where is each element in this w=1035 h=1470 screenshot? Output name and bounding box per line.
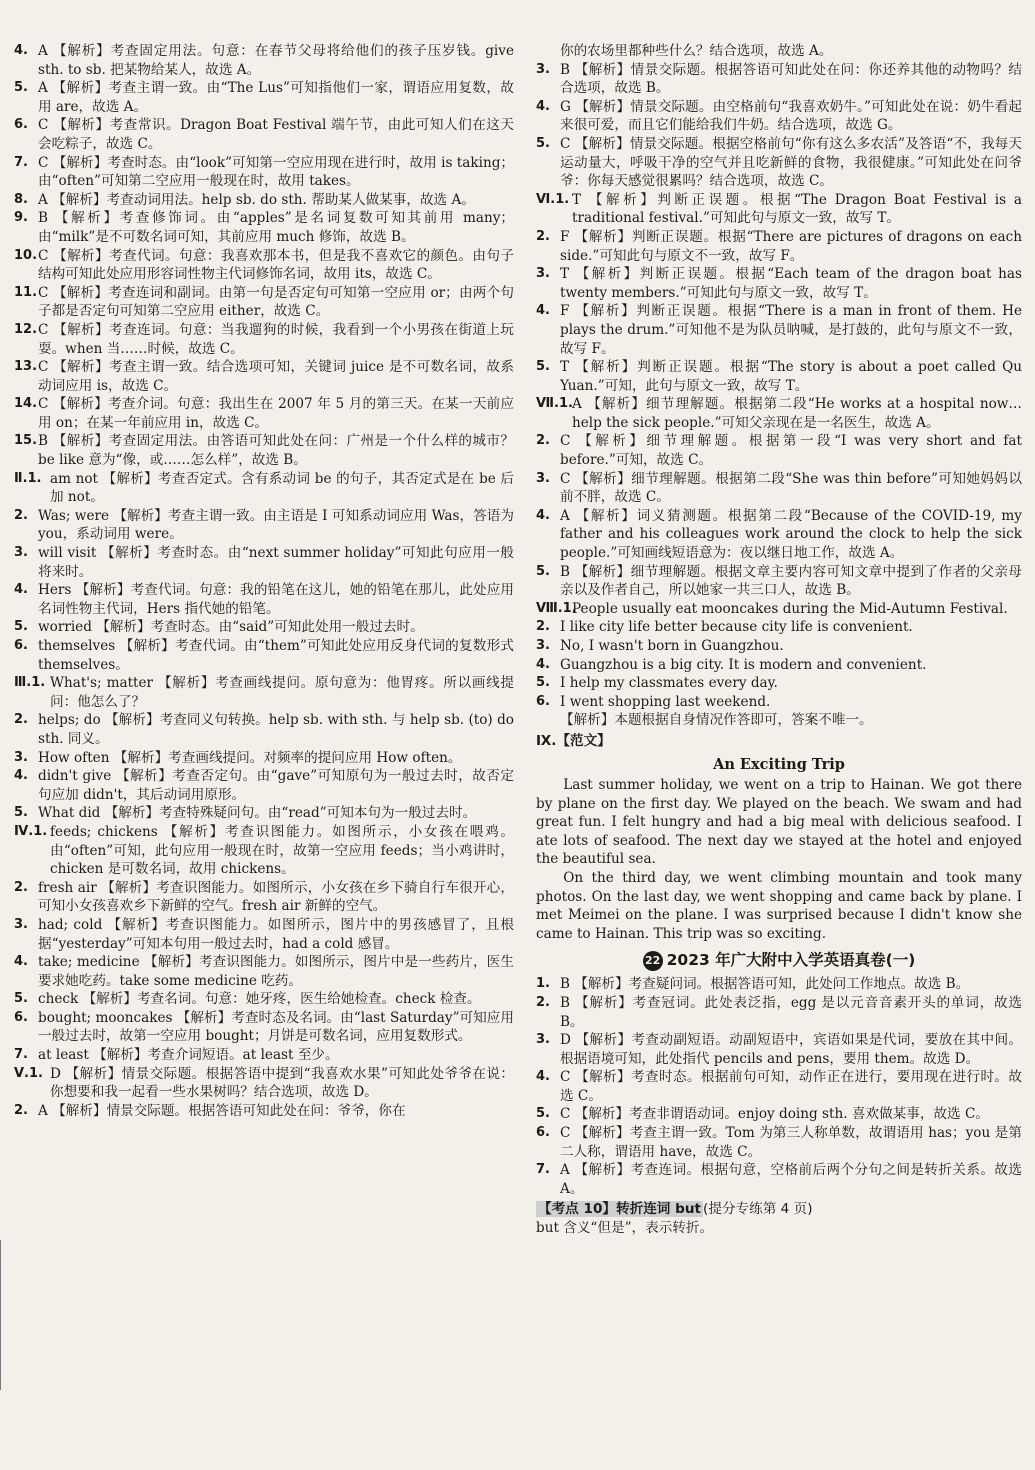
kaodian-note: but 含义“但是”，表示转折。 (536, 1220, 714, 1237)
answer-text: am not 【解析】考查否定式。含有系动词 be 的句子，其否定式是在 be 后加 not。 (50, 470, 514, 506)
answer-text: at least 【解析】考查介词短语。at least 至少。 (38, 1047, 339, 1064)
answer-entry (536, 395, 1022, 432)
answer-text: T 【解析】判断正误题。根据“The Dragon Boat Festival is a traditional festival.”可知此句与原文一致，故写 T。 (572, 191, 1022, 227)
item-number: 2. (536, 433, 550, 449)
answer-text: A 【解析】细节理解题。根据第二段“He works at a hospital now…help the sick people.”可知父亲现在是一名医生，故选 A。 (572, 396, 1022, 431)
item-number: Ⅵ.1. (536, 191, 570, 207)
item-number: Ⅴ.1. (14, 1065, 43, 1081)
answer-text: Hers 【解析】考查代词。句意：我的铅笔在这儿，她的铅笔在那儿，此处应用名词性物主代词，Hers 指代她的铅笔。 (38, 582, 514, 617)
kaodian-line (536, 1200, 1022, 1219)
kaodian-label: 【考点 10】转折连词 but (538, 1201, 702, 1218)
answer-text: C 【解析】考查代词。句意：我喜欢那本书，但是我不喜欢它的颜色。由句子结构可知此处应用形容词性物主代词修饰名词，故用 its，故选 C。 (38, 247, 514, 283)
item-number: 5. (14, 805, 28, 821)
left-column (14, 42, 514, 1120)
item-number: 9. (14, 210, 28, 226)
item-number: Ⅲ.1. (14, 675, 46, 691)
answer-text: C 【解析】考查非谓语动词。enjoy doing sth. 喜欢做某事，故选 C。 (560, 1106, 989, 1123)
answer-entry (14, 247, 514, 284)
item-number: 3. (14, 545, 28, 561)
answer-text: A 【解析】情景交际题。根据答语可知此处在问：爷爷，你在 (38, 1102, 406, 1119)
answer-entry (14, 1102, 514, 1121)
item-number: 5. (14, 80, 28, 96)
answer-text: A 【解析】考查主谓一致。由“The Lus”可知指他们一家，谓语应用复数，故用 are，故选 A。 (38, 80, 514, 115)
exam-title (536, 945, 1022, 975)
answer-entry (14, 767, 514, 804)
item-number: 4. (14, 43, 28, 58)
answer-entry (536, 1068, 1022, 1105)
answer-entry (536, 600, 1022, 619)
answer-entry (14, 618, 514, 637)
item-number: 3. (14, 916, 28, 932)
answer-entry (536, 637, 1022, 656)
answer-entry (536, 42, 1022, 61)
answer-text: How often 【解析】考查画线提问。对频率的提问应用 How often。 (38, 749, 462, 766)
answer-text: What's; matter 【解析】考查画线提问。原句意为：他胃疼。所以画线提问：他怎么了？ (50, 675, 514, 710)
answer-entry (536, 470, 1022, 507)
item-number: 7. (14, 1047, 28, 1063)
answer-entry (14, 804, 514, 823)
item-number: 8. (14, 191, 28, 207)
item-number: 12. (14, 321, 38, 337)
item-number: 3. (536, 638, 550, 653)
answer-entry (14, 637, 514, 674)
item-number: 5. (536, 359, 550, 375)
answer-text: C 【解析】考查介词。句意：我出生在 2007 年 5 月的第三天。在某一天前应用 on；在某一年前应用 in，故选 C。 (38, 396, 514, 431)
answer-text: Was; were 【解析】考查主谓一致。由主语是 I 可知系动词应用 Was，答语为 you，系动词用 were。 (38, 507, 514, 543)
answer-text: C 【解析】细节理解题。根据第二段“She was thin before”可知她妈妈以前不胖，故选 C。 (560, 470, 1022, 506)
answer-text: No, I wasn't born in Guangzhou. (560, 638, 784, 654)
item-number: 2. (14, 879, 28, 895)
answer-entry (536, 358, 1022, 395)
answer-entry (14, 544, 514, 581)
item-number: 4. (536, 1069, 550, 1085)
answer-text: C 【解析】考查时态。根据前句可知，动作正在进行，要用现在进行时。故选 C。 (560, 1069, 1022, 1104)
item-number: 3. (536, 266, 550, 282)
essay-title: An Exciting Trip (713, 755, 845, 773)
answer-entry (14, 1065, 514, 1102)
answer-text: A 【解析】考查固定用法。句意：在春节父母将给他们的孩子压岁钱。give sth. to sb. 把某物给某人，故选 A。 (38, 43, 514, 78)
answer-text: didn't give 【解析】考查否定句。由“gave”可知原句为一般过去时，故否定句应加 didn't，其后动词用原形。 (38, 768, 514, 803)
answer-entry (536, 98, 1022, 135)
item-number: 3. (536, 470, 550, 486)
answer-text: B 【解析】考查固定用法。由答语可知此处在问：广州是一个什么样的城市？be like 意为“像，或……怎么样”，故选 B。 (38, 433, 514, 469)
item-number: 4. (14, 582, 28, 598)
answer-text: C 【解析】情景交际题。根据空格前句“你有这么多农活”及答语“不，我每天运动量大，呼吸干净的空气并且吃新鲜的食物，我很健康。”可知此处在问爷爷：你每天感觉很累吗？结合选项，故选 C。 (560, 135, 1022, 190)
item-number: 2. (536, 994, 550, 1010)
answer-entry (536, 507, 1022, 563)
answer-text: G 【解析】情景交际题。由空格前句“我喜欢奶牛。”可知此处在说：奶牛看起来很可爱，而且它们能给我们牛奶。结合选项，故选 G。 (560, 98, 1022, 134)
right-column (536, 42, 1022, 1238)
answer-entry (536, 674, 1022, 693)
answer-entry (14, 749, 514, 768)
answer-text: People usually eat mooncakes during the Mid-Autumn Festival. (572, 600, 1008, 617)
answer-entry (536, 994, 1022, 1031)
answer-entry (536, 656, 1022, 675)
item-number: 3. (536, 61, 550, 77)
answer-entry (536, 265, 1022, 302)
answer-text: D 【解析】考查动副短语。动副短语中，宾语如果是代词，要放在其中间。根据语境可知，此处指代 pencils and pens，要用 them。故选 D。 (560, 1032, 1022, 1067)
answer-text: T 【解析】判断正误题。根据“The story is about a poet called Qu Yuan.”可知，此句与原文一致，故写 T。 (560, 359, 1022, 394)
answer-text: will visit 【解析】考查时态。由“next summer holiday”可知此句应用一般将来时。 (38, 545, 514, 580)
page-edge-mark (0, 1240, 5, 1390)
answer-text: Guangzhou is a big city. It is modern and convenient. (560, 656, 927, 673)
answer-text: C 【解析】考查常识。Dragon Boat Festival 端午节，由此可知人们在这天会吃粽子，故选 C。 (38, 117, 514, 152)
answer-text: I went shopping last weekend. (560, 693, 771, 710)
exam-title-text: 2023 年广大附中入学英语真卷(一) (666, 951, 916, 970)
answer-entry (14, 990, 514, 1009)
item-number: 6. (14, 117, 28, 133)
item-number: 13. (14, 359, 38, 375)
answer-text: F 【解析】判断正误题。根据“There are pictures of dragons on each side.”可知此句与原文不一致，故写 F。 (560, 228, 1022, 264)
answer-entry (14, 674, 514, 711)
answer-text: A 【解析】词义猜测题。根据第二段“Because of the COVID-19, my father and his colleagues work around the clock to help the sick people.”可知画线短语意为：夜以继日地工作，故选 A。 (560, 507, 1022, 562)
answer-entry (14, 1046, 514, 1065)
answer-entry (536, 432, 1022, 469)
kaodian-ref: (提分专练第 4 页) (703, 1201, 813, 1218)
answer-entry (536, 1161, 1022, 1198)
answer-text: C 【解析】考查主谓一致。Tom 为第三人称单数，故谓语用 has；you 是第二人称，谓语用 have，故选 C。 (560, 1125, 1022, 1160)
section-heading: Ⅸ.【范文】 (536, 732, 611, 749)
answer-entry (14, 79, 514, 116)
exam-number-badge: 22 (643, 951, 663, 971)
answer-text: C 【解析】考查连词。句意：当我遛狗的时候，我看到一个小男孩在街道上玩耍。when 当……时候，故选 C。 (38, 321, 514, 357)
answer-text: 【解析】本题根据自身情况作答即可，答案不唯一。 (560, 712, 873, 729)
answer-text: B 【解析】考查修饰词。由“apples”是名词复数可知其前用 many；由“milk”是不可数名词可知，其前应用 much 修饰，故选 B。 (38, 210, 514, 245)
answer-text: 你的农场里都种些什么？结合选项，故选 A。 (560, 43, 833, 59)
answer-entry (14, 42, 514, 79)
answer-entry (536, 563, 1022, 600)
answer-entry (14, 953, 514, 990)
item-number: 6. (14, 638, 28, 653)
item-number: 3. (14, 749, 28, 765)
answer-entry (14, 321, 514, 358)
item-number: 2. (14, 712, 28, 728)
answer-entry (536, 1124, 1022, 1161)
answer-entry (536, 711, 1022, 730)
answer-entry (536, 135, 1022, 191)
item-number: 7. (536, 1162, 550, 1178)
right-answers (536, 42, 1022, 730)
item-number: 4. (536, 507, 550, 523)
item-number: 4. (536, 98, 550, 114)
item-number: 5. (14, 619, 28, 635)
answer-entry (14, 358, 514, 395)
answer-text: take; medicine 【解析】考查识图能力。如图所示，图片中是一些药片，医生要求她吃药。take some medicine 吃药。 (38, 954, 514, 989)
answer-text: A 【解析】考查动词用法。help sb. do sth. 帮助某人做某事，故选 A。 (38, 191, 475, 208)
item-number: 6. (536, 1125, 550, 1141)
answer-entry (14, 191, 514, 210)
answer-text: B 【解析】细节理解题。根据文章主要内容可知文章中提到了作者的父亲母亲以及作者自己，所以她家一共三口人，故选 B。 (560, 563, 1022, 599)
answer-entry (14, 395, 514, 432)
answer-entry (536, 61, 1022, 98)
item-number: 5. (536, 135, 550, 151)
answer-entry (536, 191, 1022, 228)
answer-entry (536, 1031, 1022, 1068)
item-number: 3. (536, 1032, 550, 1048)
answer-text: C 【解析】考查主谓一致。结合选项可知，关键词 juice 是不可数名词，故系动词应用 is，故选 C。 (38, 359, 514, 394)
answer-entry (14, 284, 514, 321)
answer-text: D 【解析】情景交际题。根据答语中提到“我喜欢水果”可知此处爷爷在说：你想要和我一起看一些水果树吗？结合选项，故选 D。 (50, 1065, 514, 1101)
answer-entry (536, 302, 1022, 358)
answer-entry (536, 228, 1022, 265)
answer-text: A 【解析】考查连词。根据句意，空格前后两个分句之间是转折关系。故选 A。 (560, 1162, 1022, 1197)
answer-entry (14, 823, 514, 879)
answer-text: B 【解析】考查疑问词。根据答语可知，此处问工作地点。故选 B。 (560, 976, 970, 993)
item-number: 10. (14, 247, 38, 263)
item-number: Ⅱ.1. (14, 470, 42, 486)
item-number: 4. (14, 954, 28, 970)
exam-answers (536, 975, 1022, 1198)
answer-text: check 【解析】考查名词。句意：她牙疼，医生给她检查。check 检查。 (38, 991, 481, 1008)
answer-entry (14, 154, 514, 191)
answer-text: had; cold 【解析】考查识图能力。如图所示，图片中的男孩感冒了，且根据“yesterday”可知本句用一般过去时，had a cold 感冒。 (38, 916, 514, 952)
answer-text: I like city life better because city life is convenient. (560, 619, 913, 636)
answer-entry (14, 209, 514, 246)
answer-text: F 【解析】判断正误题。根据“There is a man in front of them. He plays the drum.”可知他不是为队员呐喊，是打鼓的，此句与原文不一致，故写 F。 (560, 303, 1022, 357)
answer-text: I help my classmates every day. (560, 675, 778, 692)
answer-text: feeds; chickens 【解析】考查识图能力。如图所示，小女孩在喂鸡。由“often”可知，此句应用一般现在时，故第一空应用 feeds；当小鸡讲时，chicken 是可数名词，故用 chickens。 (50, 823, 514, 878)
item-number: 5. (536, 1106, 550, 1122)
answer-entry (14, 916, 514, 953)
item-number: 4. (14, 768, 28, 784)
answer-entry (14, 470, 514, 507)
answer-entry (14, 711, 514, 748)
answer-text: fresh air 【解析】考查识图能力。如图所示，小女孩在乡下骑自行车很开心，可知小女孩喜欢乡下新鲜的空气。fresh air 新鲜的空气。 (38, 879, 514, 915)
answer-text: themselves 【解析】考查代词。由“them”可知此处应用反身代词的复数形式 themselves。 (38, 638, 514, 673)
answer-entry (536, 975, 1022, 994)
item-number: Ⅳ.1. (14, 823, 48, 839)
essay-paragraph: Last summer holiday, we went on a trip to Hainan. We got there by plane on the first day. We played on the beach. We swam and had great fun. I felt hungry and had a big meal with delicious seafood. I ate lots of seafood. The next day we stayed at the hotel and enjoyed the beautiful sea. (536, 776, 1022, 868)
item-number: 2. (536, 228, 550, 244)
item-number: 2. (14, 1102, 28, 1118)
answer-text: C 【解析】考查连词和副词。由第一句是否定句可知第一空应用 or；由两个句子都是否定句可知第二空应用 either，故选 C。 (38, 284, 514, 320)
answer-text: C 【解析】考查时态。由“look”可知第一空应用现在进行时，故用 is taking；由“often”可知第二空应用一般现在时，故用 takes。 (38, 154, 514, 190)
item-number: Ⅶ.1. (536, 396, 573, 412)
item-number: 5. (14, 991, 28, 1007)
item-number: 1. (536, 976, 550, 992)
answer-entry (14, 116, 514, 153)
item-number: 2. (536, 619, 550, 635)
answer-text: bought; mooncakes 【解析】考查时态及名词。由“last Saturday”可知应用一般过去时，故第一空应用 bought；月饼是可数名词，应用复数形式。 (38, 1009, 514, 1045)
answer-text: helps; do 【解析】考查同义句转换。help sb. with sth. 与 help sb. (to) do sth. 同义。 (38, 712, 514, 747)
answer-text: C 【解析】细节理解题。根据第一段“I was very short and fat before.”可知，故选 C。 (560, 433, 1022, 469)
item-number: 2. (14, 507, 28, 523)
item-number: 14. (14, 396, 38, 412)
answer-entry (14, 581, 514, 618)
item-number: 6. (536, 693, 550, 709)
answer-entry (14, 432, 514, 469)
item-number: 4. (536, 303, 550, 319)
answer-entry (14, 507, 514, 544)
item-number: 15. (14, 433, 38, 449)
answer-text: T 【解析】判断正误题。根据“Each team of the dragon boat has twenty members.”可知此句与原文一致，故写 T。 (560, 266, 1022, 301)
item-number: Ⅷ.1. (536, 600, 577, 616)
item-number: 7. (14, 154, 28, 170)
item-number: 6. (14, 1009, 28, 1025)
answer-text: B 【解析】情景交际题。根据答语可知此处在问：你还养其他的动物吗？结合选项，故选 B。 (560, 61, 1022, 97)
item-number: 5. (536, 675, 550, 691)
item-number: 11. (14, 284, 38, 300)
answer-text: B 【解析】考查冠词。此处表泛指，egg 是以元音音素开头的单词，故选 B。 (560, 994, 1022, 1030)
answer-entry (14, 879, 514, 916)
essay-paragraph: On the third day, we went climbing mountain and took many photos. On the last day, we went shopping and came back by plane. I met Meimei on the plane. I was surprised because I didn't know she came to Hainan. This trip was so exciting. (536, 869, 1022, 942)
item-number: 4. (536, 656, 550, 672)
answer-entry (536, 618, 1022, 637)
item-number: 5. (536, 563, 550, 579)
answer-text: worried 【解析】考查时态。由“said”可知此处用一般过去时。 (38, 619, 424, 636)
answer-text: What did 【解析】考查特殊疑问句。由“read”可知本句为一般过去时。 (38, 805, 477, 822)
answer-entry (536, 693, 1022, 712)
answer-entry (14, 1009, 514, 1046)
answer-entry (536, 1105, 1022, 1124)
